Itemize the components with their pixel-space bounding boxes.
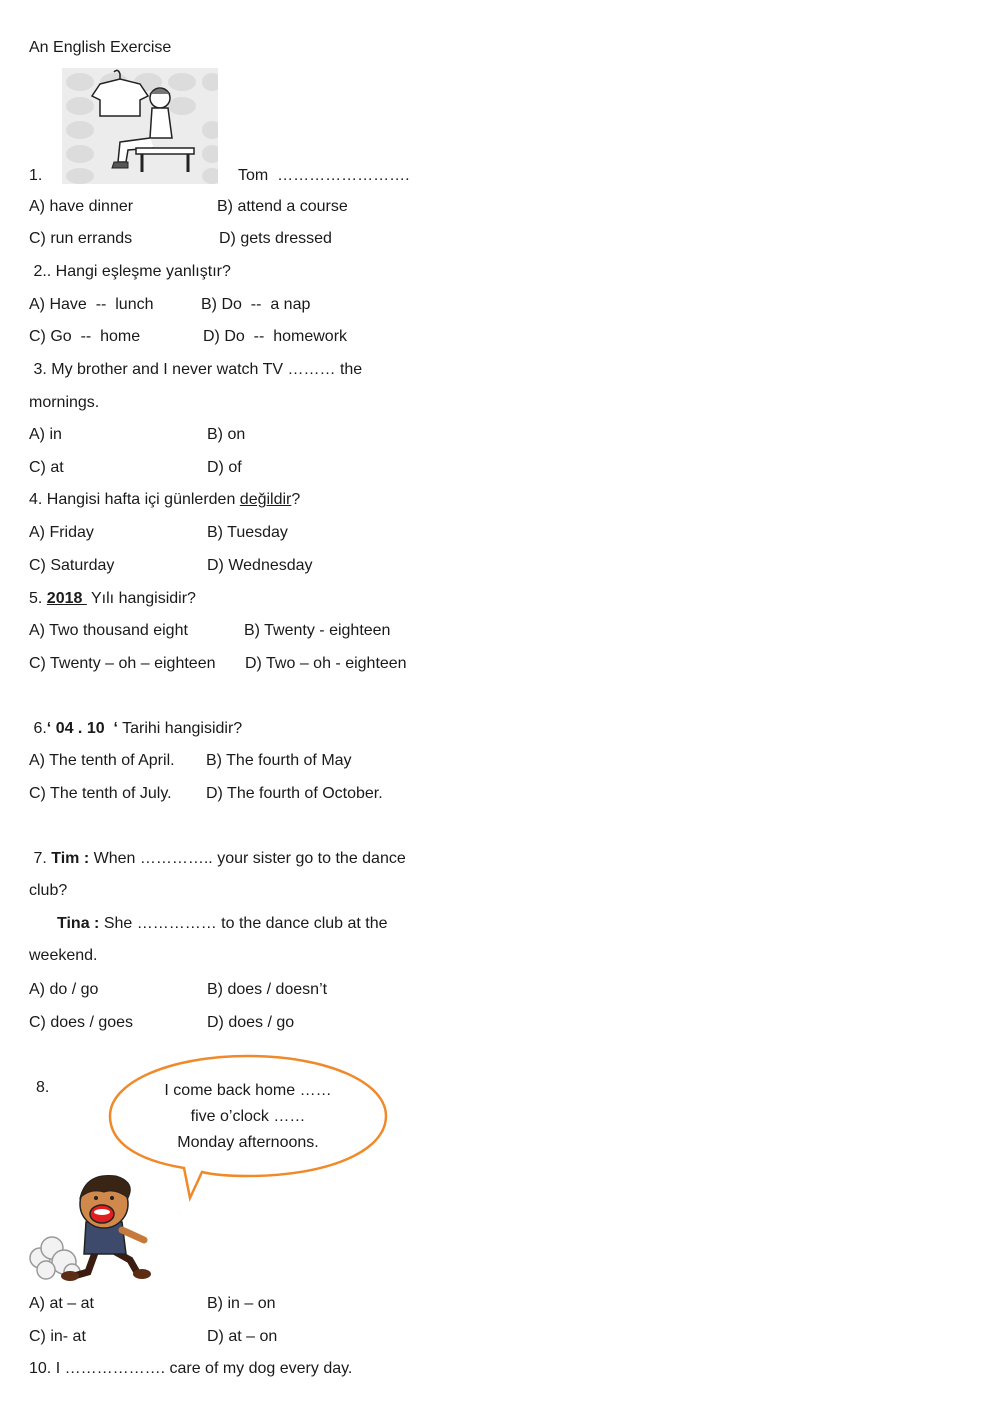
q3-option-a: A) in <box>29 426 62 443</box>
q4-option-c: C) Saturday <box>29 557 115 574</box>
q5-option-d: D) Two – oh - eighteen <box>245 655 407 672</box>
q1-option-b: B) attend a course <box>217 198 348 215</box>
bubble-line-1: I come back home …… <box>164 1082 332 1099</box>
q1-option-a: A) have dinner <box>29 198 134 215</box>
q1-option-c: C) run errands <box>29 230 133 247</box>
q6-number: 6. <box>29 720 47 737</box>
q6-option-d: D) The fourth of October. <box>206 785 383 802</box>
question-1-stem: Tom ……………………. <box>238 167 410 184</box>
q7-number: 7. <box>29 850 52 867</box>
q4-stem-end: ? <box>291 491 301 508</box>
q2-option-c: C) Go -- home <box>29 328 141 345</box>
question-5-stem <box>29 589 196 609</box>
question-8-number: 8. <box>36 1079 50 1096</box>
q4-option-b: B) Tuesday <box>207 524 288 541</box>
q6-option-b: B) The fourth of May <box>206 752 352 769</box>
q7-option-c: C) does / goes <box>29 1014 134 1031</box>
question-4-stem <box>29 490 300 510</box>
q6-option-c: C) The tenth of July. <box>29 785 172 802</box>
q7-option-b: B) does / doesn’t <box>207 981 328 998</box>
q5-option-c: C) Twenty – oh – eighteen <box>29 655 216 672</box>
question-3-stem-line-2: mornings. <box>29 394 100 411</box>
q4-stem-text: 4. Hangisi hafta içi günlerden <box>29 491 240 508</box>
q1-option-d: D) gets dressed <box>219 230 332 247</box>
q6-option-a: A) The tenth of April. <box>29 752 175 769</box>
running-boy-cartoon-icon <box>26 1172 166 1284</box>
question-7-line-2: club? <box>29 882 68 899</box>
q5-option-a: A) Two thousand eight <box>29 622 188 639</box>
q6-date: ‘ 04 . 10 ‘ <box>46 720 118 737</box>
question-10-stem: 10. I ………………. care of my dog every day. <box>29 1360 353 1377</box>
q4-option-a: A) Friday <box>29 524 94 541</box>
q2-option-d: D) Do -- homework <box>203 328 348 345</box>
q5-number: 5. <box>29 590 47 607</box>
q7-tina-text: She …………… to the dance club at the <box>99 915 388 932</box>
bubble-line-2: five o’clock …… <box>190 1108 306 1125</box>
q6-stem-text: Tarihi hangisidir? <box>117 720 243 737</box>
q5-stem-text: Yılı hangisidir? <box>86 590 196 607</box>
q7-speaker-tina: Tina : <box>57 915 100 932</box>
q5-year: 2018 <box>46 590 87 607</box>
worksheet-title: An English Exercise <box>29 39 172 56</box>
q2-option-b: B) Do -- a nap <box>201 296 311 313</box>
q3-option-d: D) of <box>207 459 242 476</box>
question-2-stem: 2.. Hangi eşleşme yanlıştır? <box>29 263 231 280</box>
question-3-stem-line-1: 3. My brother and I never watch TV ……… the <box>29 361 363 378</box>
q7-option-d: D) does / go <box>207 1014 295 1031</box>
question-7-line-1 <box>29 849 406 869</box>
q7-tim-text: When ………….. your sister go to the dance <box>89 850 406 867</box>
q7-option-a: A) do / go <box>29 981 99 998</box>
q4-stem-underlined: değildir <box>239 491 292 508</box>
bubble-line-3: Monday afternoons. <box>177 1134 319 1151</box>
q7-speaker-tim: Tim : <box>51 850 90 867</box>
boy-getting-dressed-illustration <box>62 68 218 184</box>
q2-option-a: A) Have -- lunch <box>29 296 154 313</box>
q3-option-c: C) at <box>29 459 64 476</box>
q5-option-b: B) Twenty - eighteen <box>244 622 391 639</box>
question-7-line-3 <box>57 914 388 934</box>
q8-option-b: B) in – on <box>207 1295 276 1312</box>
question-7-line-4: weekend. <box>29 947 98 964</box>
question-1-number: 1. <box>29 167 43 184</box>
question-6-stem <box>29 719 242 739</box>
q8-option-a: A) at – at <box>29 1295 94 1312</box>
q8-option-d: D) at – on <box>207 1328 278 1345</box>
q8-option-c: C) in- at <box>29 1328 86 1345</box>
q4-option-d: D) Wednesday <box>207 557 313 574</box>
q3-option-b: B) on <box>207 426 246 443</box>
